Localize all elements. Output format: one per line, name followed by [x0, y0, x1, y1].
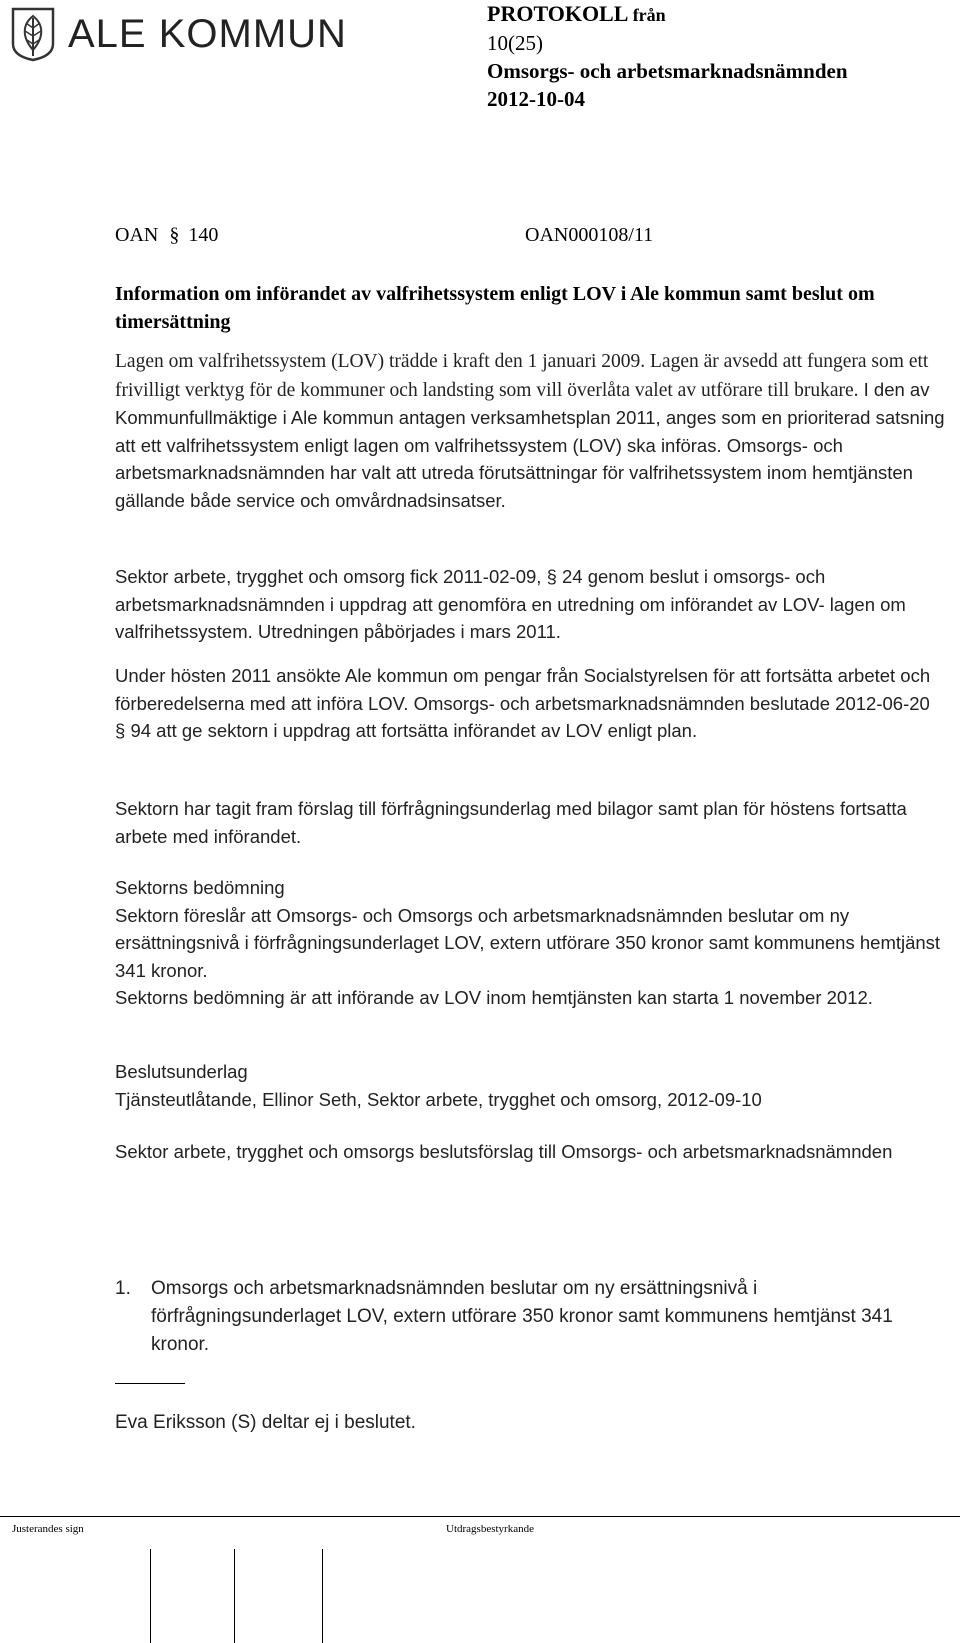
ale-kommun-logo	[10, 6, 347, 62]
paragraph-4-text: Sektorn har tagit fram förslag till förfrågningsunderlag med bilagor samt plan för höstens fortsatta arbete med införandet.	[115, 798, 907, 847]
list-item-number: 1.	[115, 1278, 131, 1299]
separator-line	[115, 1383, 185, 1384]
proposal-intro	[115, 1138, 945, 1166]
page-number: 10(25)	[487, 31, 543, 55]
paragraph-3-part-b: 94 att ge sektorn i uppdrag att fortsätta införandet av LOV enligt plan.	[130, 720, 698, 741]
leaf-emblem-icon	[10, 6, 56, 62]
paragraph-3-part-a: Under hösten 2011 ansökte Ale kommun om pengar från Socialstyrelsen för att fortsätta arbetet och förberedelserna med att införa LOV. Omsorgs- och arbetsmarknadsnämnden beslutade 2012-06-20	[115, 665, 931, 714]
section-title: Information om införandet av valfrihetssystem enligt LOV i Ale kommun samt beslut om timersättning	[115, 283, 875, 333]
paragraph-2-part-b: 24 genom beslut i omsorgs- och arbetsmarknadsnämnden i uppdrag att genomföra en utredning om införandet av LOV- lagen om valfrihetssystem. Utredningen påbörjades i mars 2011.	[115, 566, 906, 642]
paragraph-1-serif: Lagen om valfrihetssystem (LOV) trädde i kraft den 1 januari 2009. Lagen är avsedd att fungera som ett frivilligt verktyg för de kommuner och landsting som vill överlåta valet av utförare till brukare.	[115, 351, 929, 401]
assessment-text-2: Sektorns bedömning är att införande av LOV inom hemtjänsten kan starta 1 november 2012.	[115, 987, 873, 1008]
doc-type: PROTOKOLL	[487, 1, 628, 26]
paragraph-4	[115, 795, 945, 850]
assessment-section	[115, 874, 945, 1012]
committee-name: Omsorgs- och arbetsmarknadsnämnden	[487, 59, 848, 83]
paragraph-2-part-a: Sektor arbete, trygghet och omsorg fick 2011-02-09,	[115, 566, 542, 587]
document-header	[487, 0, 947, 113]
doc-type-suffix: från	[632, 5, 666, 25]
signature-box-divider	[322, 1549, 323, 1643]
case-reference: OAN000108/11	[525, 224, 654, 246]
signature-box-divider	[234, 1549, 235, 1643]
list-item	[115, 1275, 945, 1359]
meeting-date: 2012-10-04	[487, 87, 585, 111]
paragraph-1-sans: I den av Kommunfullmäktige i Ale kommun antagen verksamhetsplan 2011, anges som en prioriterad satsning att ett valfrihetssystem enligt lagen om valfrihetssystem (LOV) ska införas. Omsorgs- och arbetsmarknadsnämnden har valt att utreda förutsättningar för valfrihetssystem inom hemtjänsten gällande både service och omvårdnadsinsatser.	[115, 378, 945, 511]
proposal-intro-text: Sektor arbete, trygghet och omsorgs beslutsförslag till Omsorgs- och arbetsmarknadsnämnden	[115, 1141, 893, 1162]
assessment-text: Sektorn föreslår att Omsorgs- och Omsorgs och arbetsmarknadsnämnden beslutar om ny ersättningsnivå i förfrågningsunderlaget LOV, extern utförare 350 kronor samt kommunens hemtjänst 341 kronor.	[115, 904, 941, 981]
decision-basis-section	[115, 1058, 945, 1113]
paragraph-3	[115, 662, 945, 745]
case-line	[115, 224, 915, 247]
section-symbol: §	[546, 566, 557, 587]
signature-label: Justerandes sign	[12, 1523, 84, 1535]
assessment-heading: Sektorns bedömning	[115, 877, 285, 898]
footer-rule	[0, 1516, 960, 1517]
case-number: 140	[188, 224, 219, 246]
paragraph-1	[115, 347, 945, 514]
decision-list	[115, 1275, 945, 1359]
case-prefix: OAN	[115, 224, 159, 246]
section-symbol: §	[169, 224, 180, 246]
decision-basis-text: Tjänsteutlåtande, Ellinor Seth, Sektor arbete, trygghet och omsorg, 2012-09-10	[115, 1088, 762, 1110]
decision-basis-heading: Beslutsunderlag	[115, 1061, 248, 1082]
section-symbol: §	[115, 720, 126, 741]
certification-label: Utdragsbestyrkande	[446, 1523, 534, 1535]
paragraph-2	[115, 563, 945, 646]
list-item-text: Omsorgs och arbetsmarknadsnämnden beslutar om ny ersättningsnivå i förfrågningsunderlaget LOV, extern utförare 350 kronor samt kommunens hemtjänst 341 kronor.	[151, 1278, 893, 1355]
note: Eva Eriksson (S) deltar ej i beslutet.	[115, 1412, 416, 1433]
logo-text: ALE KOMMUN	[68, 12, 347, 56]
signature-box-divider	[150, 1549, 151, 1643]
